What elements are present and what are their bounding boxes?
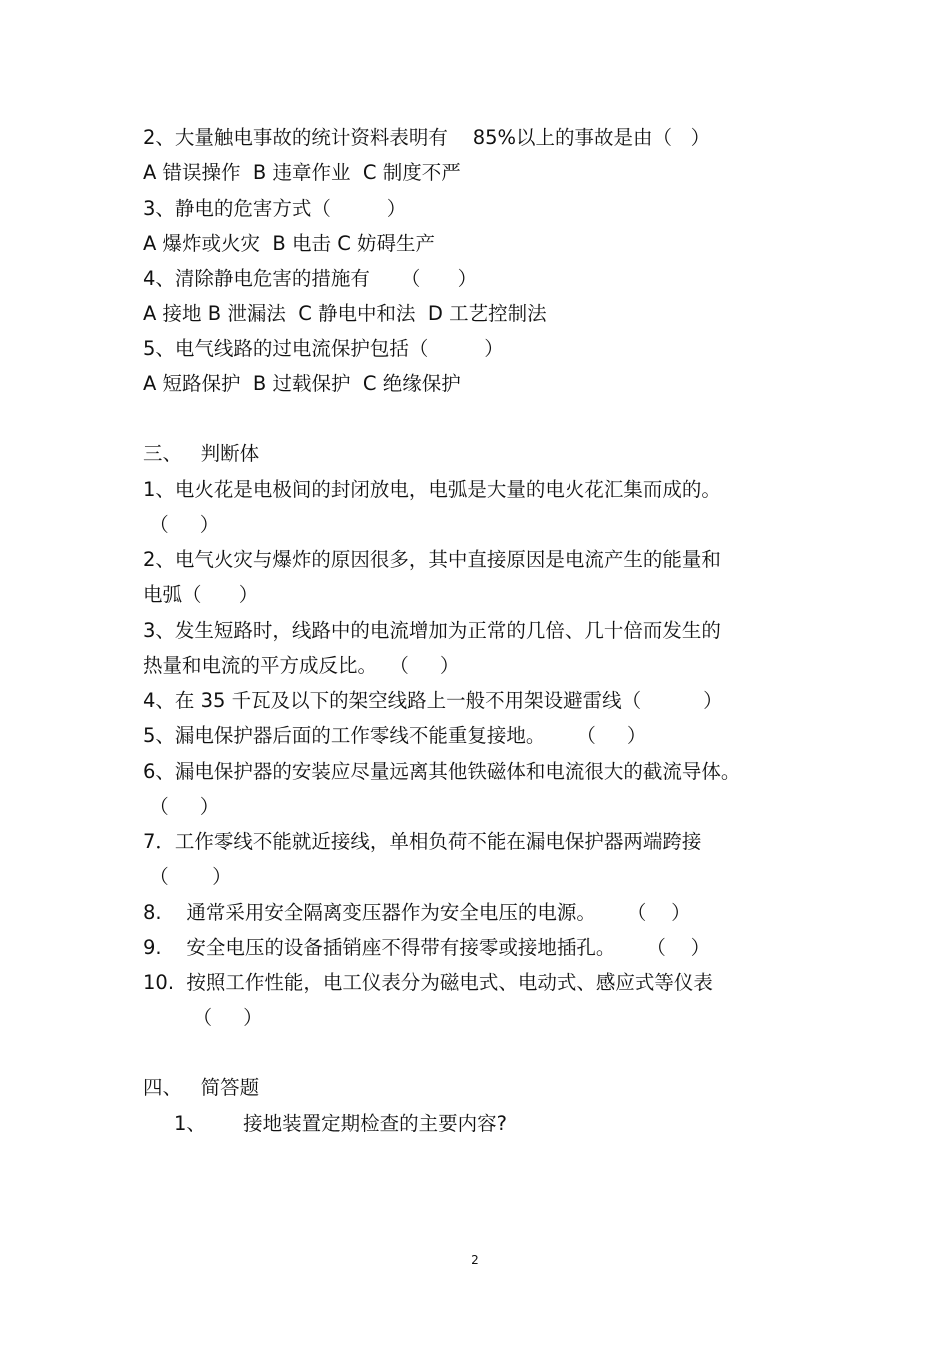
judgment-8-text: 8. 通常采用安全隔离变压器作为安全电压的电源。 （ ） — [143, 901, 691, 924]
judgment-6-text: 6、漏电保护器的安装应尽量远离其他铁磁体和电流很大的截流导体。 — [143, 760, 741, 783]
question-3-text: 3、静电的危害方式（ ） — [143, 197, 407, 220]
short-answer-1-text: 1、 接地装置定期检查的主要内容? — [143, 1112, 507, 1135]
judgment-1-text: 1、电火花是电极间的封闭放电，电弧是大量的电火花汇集而成的。 — [143, 478, 721, 501]
section-4-heading: 四、 简答题 — [143, 1076, 260, 1099]
judgment-7-blank: （ ） — [143, 865, 232, 888]
judgment-7-text: 7．工作零线不能就近接线，单相负荷不能在漏电保护器两端跨接 — [143, 830, 702, 853]
page-number: 2 — [471, 1253, 479, 1267]
judgment-4-text: 4、在 35 千瓦及以下的架空线路上一般不用架设避雷线（ ） — [143, 689, 723, 712]
judgment-1-blank: （ ） — [143, 513, 220, 536]
question-4-options: A 接地 B 泄漏法 C 静电中和法 D 工艺控制法 — [143, 302, 547, 325]
judgment-6-blank: （ ） — [143, 795, 220, 818]
judgment-10-text: 10. 按照工作性能，电工仪表分为磁电式、电动式、感应式等仪表 — [143, 971, 713, 994]
question-2-text: 2、大量触电事故的统计资料表明有 85%以上的事故是由（ ） — [143, 126, 711, 149]
question-5-options: A 短路保护 B 过载保护 C 绝缘保护 — [143, 372, 461, 395]
judgment-2-text: 2、电气火灾与爆炸的原因很多，其中直接原因是电流产生的能量和 — [143, 548, 721, 571]
judgment-5-text: 5、漏电保护器后面的工作零线不能重复接地。 （ ） — [143, 724, 647, 747]
question-5-text: 5、电气线路的过电流保护包括（ ） — [143, 337, 504, 360]
judgment-2-continuation: 电弧（ ） — [143, 583, 259, 606]
judgment-9-text: 9. 安全电压的设备插销座不得带有接零或接地插孔。 （ ） — [143, 936, 711, 959]
judgment-10-blank: （ ） — [143, 1006, 263, 1029]
judgment-3-continuation: 热量和电流的平方成反比。 （ ） — [143, 654, 460, 677]
judgment-3-text: 3、发生短路时，线路中的电流增加为正常的几倍、几十倍而发生的 — [143, 619, 721, 642]
question-2-options: A 错误操作 B 违章作业 C 制度不严 — [143, 161, 461, 184]
question-4-text: 4、清除静电危害的措施有 （ ） — [143, 267, 478, 290]
section-3-heading: 三、 判断体 — [143, 442, 260, 465]
question-3-options: A 爆炸或火灾 B 电击 C 妨碍生产 — [143, 232, 436, 255]
